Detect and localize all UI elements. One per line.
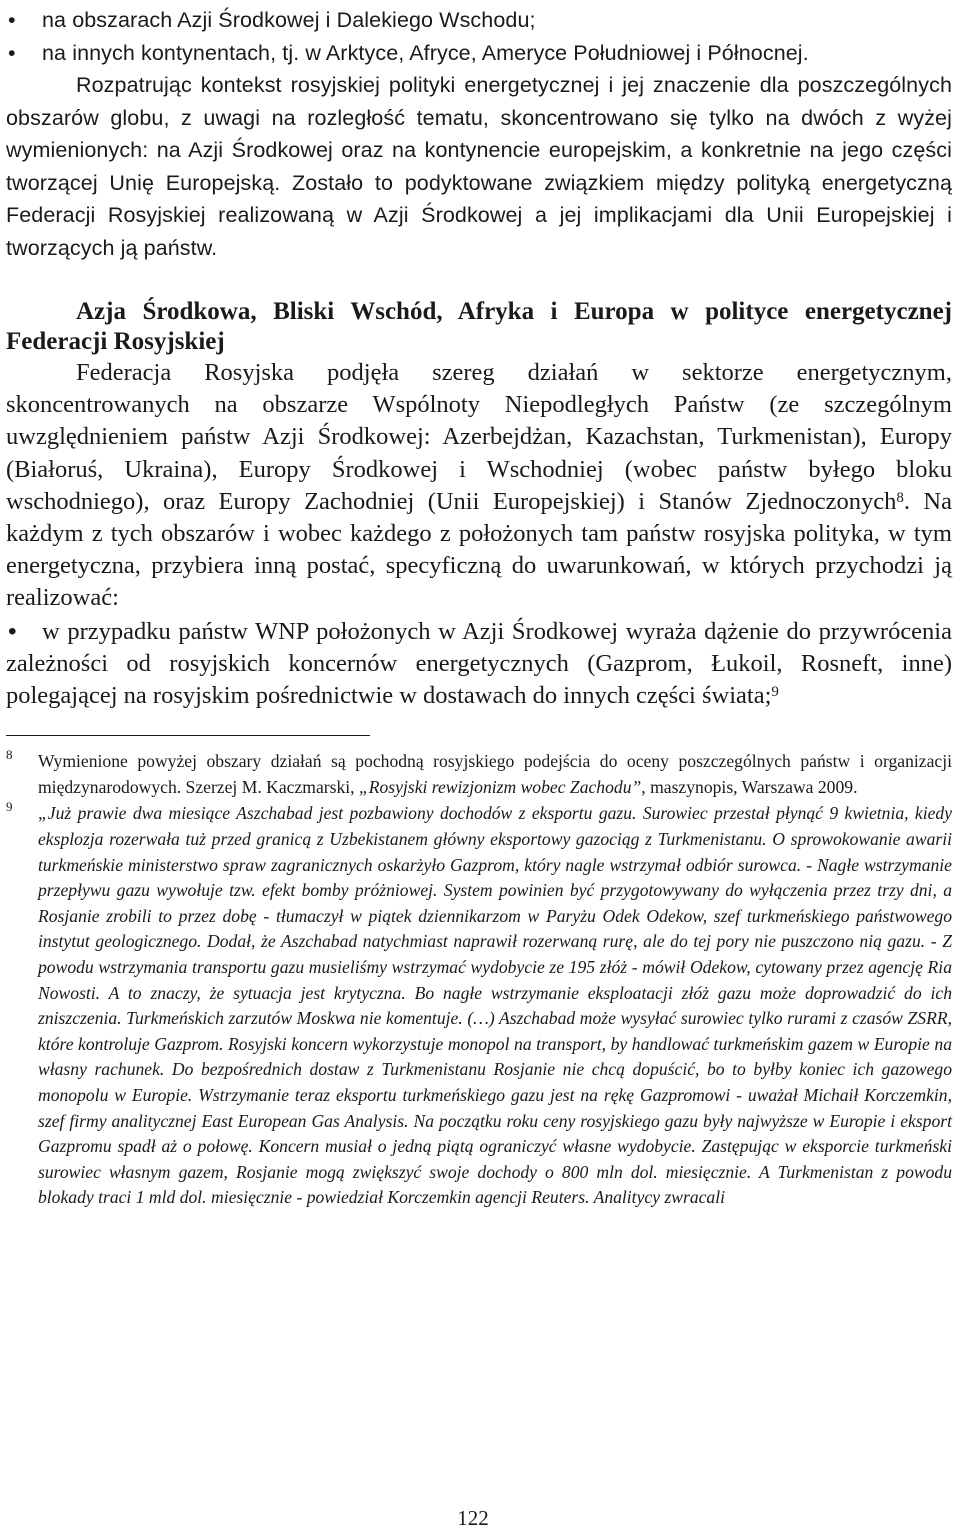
paragraph-text: Federacja Rosyjska podjęła szereg działań w sektorze energetycznym, skoncentrowanych na obszarze Wspólnoty Niepodległych Państw (ze szczególnym uwzględnieniem państw Azji Środkowej: Azerbejdżan, Kazachstan, Turkmenistan), Europy (Białoruś, Ukraina), Europy Środkowej i Wschodniej (wobec państw byłego bloku wschodniego), oraz Europy Zachodniej (Unii Europejskiej) i Stanów Zjednoczonych	[6, 359, 952, 515]
list-item	[6, 4, 952, 37]
footnote-text: , maszynopis, Warszawa 2009.	[641, 776, 858, 797]
footnote-number: 9	[6, 799, 13, 815]
paragraph-text: . Na każdym z tych obszarów i wobec każdego z położonych tam państw rosyjska polityka, w tym energetyczna, przybiera inną postać, specyficzną do uwarunkowań, w których przychodzi ją realizować:	[6, 487, 952, 612]
section-heading: Azja Środkowa, Bliski Wschód, Afryka i Europa w polityce energetycznej Federacji Rosyjskiej	[6, 298, 952, 355]
list-item-text: na obszarach Azji Środkowej i Dalekiego Wschodu;	[42, 8, 536, 32]
list-item	[6, 37, 952, 70]
footnote-text: Wymienione powyżej obszary działań są pochodną rosyjskiego podejścia do oceny poszczególnych państw i organizacji międzynarodowych. Szerzej M. Kaczmarski,	[38, 751, 952, 797]
list-item-body: w przypadku państw WNP położonych w Azji Środkowej wyraża dążenie do przywrócenia zależności od rosyjskich koncernów energetycznych (Gazprom, Łukoil, Rosneft, inne) polegającej na rosyjskim pośrednictwie w dostawach do innych części świata;	[6, 617, 952, 710]
footnote	[6, 801, 952, 1211]
list-item-text: na innych kontynentach, tj. w Arktyce, Afryce, Ameryce Południowej i Północnej.	[42, 40, 809, 65]
bullet-list	[6, 616, 952, 713]
page-number: 122	[457, 1506, 489, 1530]
bullet-icon: •	[8, 617, 17, 645]
list-item-text	[6, 616, 952, 713]
list-item	[6, 616, 952, 713]
paragraph	[6, 357, 952, 615]
top-bullet-list	[6, 4, 952, 69]
bullet-icon: •	[8, 8, 16, 32]
footnote-cited-title: „Rosyjski rewizjonizm wobec Zachodu”	[358, 776, 642, 797]
footnote-reference: 9	[771, 684, 779, 701]
footnote-separator	[6, 735, 370, 736]
footnote	[6, 749, 952, 800]
footnote-text: „Już prawie dwa miesiące Aszchabad jest pozbawiony dochodów z eksportu gazu. Surowiec przestał płynąć 9 kwietnia, kiedy eksplozja rozerwała tuż przed granicą z Uzbekistanem główny eksportowy gazociąg z Turkmenistanu. O sprowokowanie awarii turkmeńskie ministerstwo spraw zagranicznych oskarżyło Gazprom, który nagle wstrzymał odbiór surowca. - Nagłe wstrzymanie przepływu gazu wywołuje tzw. efekt bomby próżniowej. System powinien być przygotowywany do wyłączenia przez trzy dni, a Rosjanie zrobili to przez dobę - tłumaczył w piątek dziennikarzom w Paryżu Odek Odekow, szef turkmeńskiego państwowego instytut geologicznego. Dodał, że Aszchabad natychmiast naprawił rozerwaną rurę, ale do tej pory nie puszczono nią gazu. - Z powodu wstrzymania transportu gazu musieliśmy wstrzymać wydobycie ze 195 złóż - mówił Odekow, cytowany przez agencję Ria Nowosti. A to znaczy, że sytuacja jest krytyczna. Bo nagłe wstrzymanie eksploatacji złóż gazu może doprowadzić do ich zniszczenia. Turkmeńskich zarzutów Moskwa nie komentuje. (…) Aszchabad może wysyłać surowiec tylko rurami z czasów ZSRR, które kontroluje Gazprom. Rosyjski koncern wykorzystuje monopol na transport, by handlować turkmeńskim gazem w Europie na własny rachunek. Do bezpośrednich dostaw z Turkmenistanu Rosjanie nie chcą dopuścić, bo to byłby koniec ich gazowego monopolu w Europie. Wstrzymanie teraz eksportu turkmeńskiego gazu jest na rękę Gazpromowi - uważał Michaił Korczemkin, szef firmy analitycznej East European Gas Analysis. Na początku roku ceny rosyjskiego gazu były najwyższe w Europie i eksport Gazpromu spadł aż o połowę. Koncern musiał o jedną piątą ograniczyć własne wydobycie. Zastępując w eksporcie turkmeński surowiec własnym gazem, Rosjanie mogą zwiększyć swoje dochody o 800 mln dol. miesięcznie. A Turkmenistan z powodu blokady traci 1 mld dol. miesięcznie - powiedział Korczemkin agencji Reuters. Analitycy zwracali	[38, 803, 952, 1208]
footnote-number: 8	[6, 747, 13, 763]
paragraph: Rozpatrując kontekst rosyjskiej polityki energetycznej i jej znaczenie dla poszczególnych obszarów globu, z uwagi na rozległość tematu, skoncentrowano się tylko na dwóch z wyżej wymienionych: na Azji Środkowej oraz na kontynencie europejskim, a konkretnie na jego części tworzącej Unię Europejską. Zostało to podyktowane związkiem między polityką energetyczną Federacji Rosyjskiej realizowaną w Azji Środkowej a jej implikacjami dla Unii Europejskiej i tworzących ją państw.	[6, 73, 952, 260]
footnote-reference: 8	[896, 489, 904, 506]
bullet-icon: •	[8, 40, 16, 65]
document-page	[6, 0, 952, 1531]
